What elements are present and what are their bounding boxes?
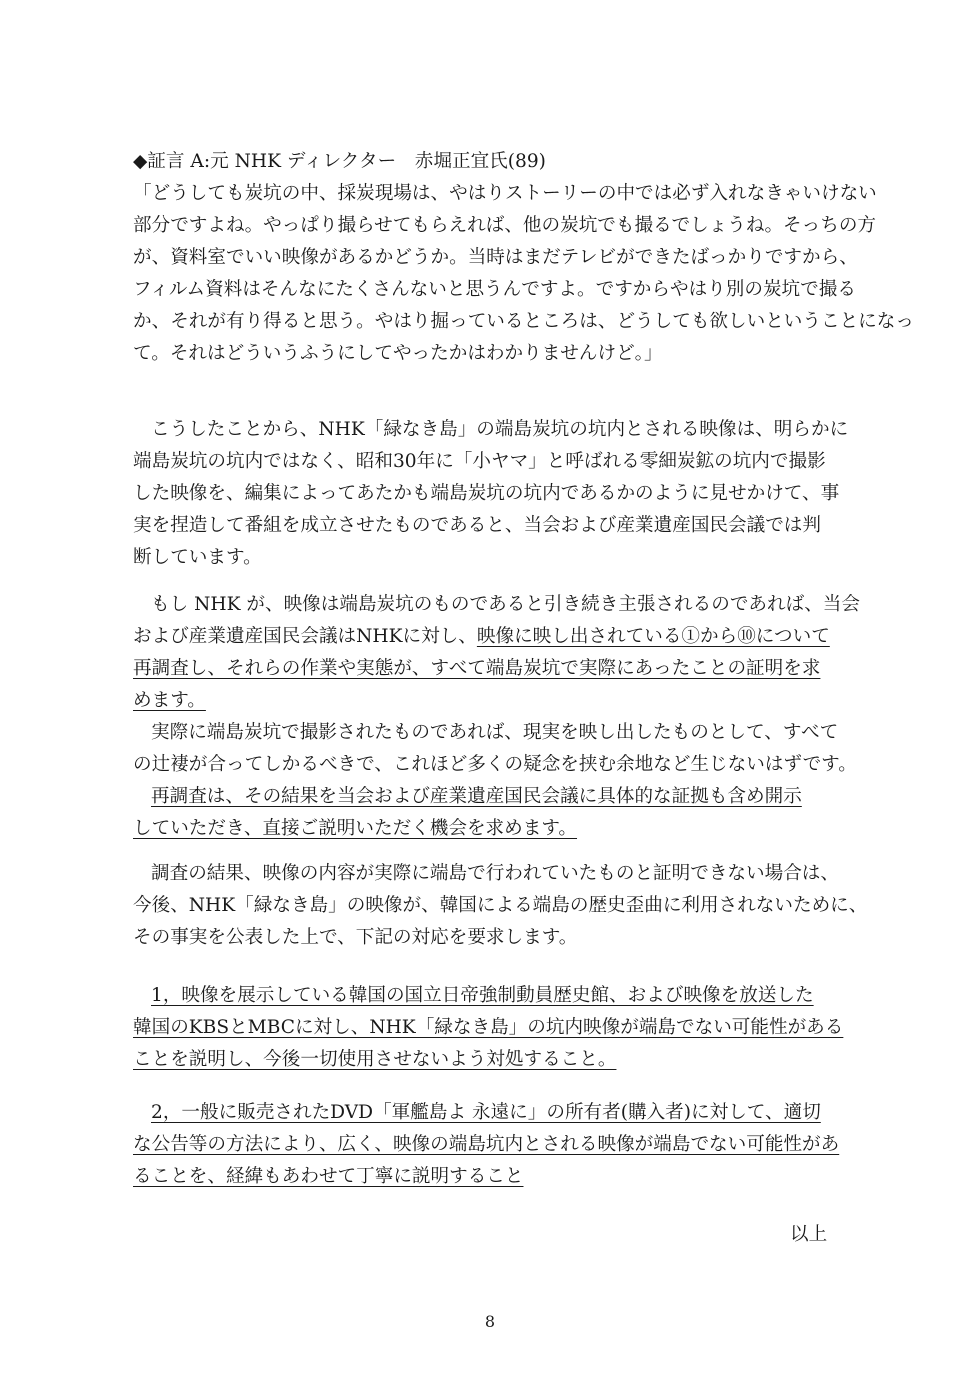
closing-mark: 以上 bbox=[790, 1224, 828, 1245]
testimony-line: が、資料室でいい映像があるかどうか。当時はまだテレビができたばっかりですから、 bbox=[133, 247, 858, 268]
paragraph-line bbox=[133, 980, 833, 1012]
underlined-text: ことを説明し、今後一切使用させないよう対処すること。 bbox=[133, 1049, 617, 1070]
paragraph-line bbox=[133, 1129, 840, 1161]
underlined-text: な公告等の方法により、広く、映像の端島坑内とされる映像が端島でない可能性があ bbox=[133, 1134, 840, 1155]
paragraph-line: 断しています。 bbox=[133, 547, 262, 568]
testimony-line: て。それはどういうふうにしてやったかはわかりませんけど。」 bbox=[133, 343, 663, 364]
underlined-text: 韓国のKBSとMBCに対し、NHK「緑なき島」の坑内映像が端島でない可能性がある bbox=[133, 1017, 844, 1038]
demand-item-1 bbox=[133, 980, 844, 1076]
judgement-paragraph bbox=[133, 414, 849, 574]
request-paragraph bbox=[133, 589, 860, 845]
demand-paragraph bbox=[133, 858, 868, 954]
paragraph-line: 今後、NHK「緑なき島」の映像が、韓国による端島の歴史歪曲に利用されないために、 bbox=[133, 895, 868, 916]
underlined-text: 2，一般に販売されたDVD「軍艦島よ 永遠に」の所有者(購入者)に対して、適切 bbox=[151, 1102, 821, 1123]
paragraph-line bbox=[133, 813, 833, 845]
paragraph-text: および産業遺産国民会議はNHKに対し、 bbox=[133, 626, 477, 647]
underlined-text: していただき、直接ご説明いただく機会を求めます。 bbox=[133, 818, 578, 839]
paragraph-line: こうしたことから、NHK「緑なき島」の端島炭坑の坑内とされる映像は、明らかに bbox=[151, 419, 849, 440]
paragraph-line bbox=[133, 1097, 833, 1129]
testimony-line: 部分ですよね。やっぱり撮らせてもらえれば、他の炭坑でも撮るでしょうね。そっちの方 bbox=[133, 215, 877, 236]
underlined-text: 再調査し、それらの作業や実態が、すべて端島炭坑で実際にあったことの証明を求 bbox=[133, 658, 821, 679]
paragraph-line: 実際に端島炭坑で撮影されたものであれば、現実を映し出したものとして、すべて bbox=[151, 722, 839, 743]
underlined-text: ることを、経緯もあわせて丁寧に説明すること bbox=[133, 1166, 524, 1187]
testimony-line: フィルム資料はそんなにたくさんないと思うんですよ。ですからやはり別の炭坑で撮る bbox=[133, 279, 856, 300]
testimony-line: か、それが有り得ると思う。やはり掘っているところは、どうしても欲しいということになっ bbox=[133, 311, 914, 332]
testimony-heading: ◆証言 A:元 NHK ディレクター 赤堀正宜氏(89) bbox=[133, 151, 546, 172]
paragraph-line: もし NHK が、映像は端島炭坑のものであると引き続き主張されるのであれば、当会 bbox=[151, 594, 860, 615]
paragraph-line bbox=[133, 781, 833, 813]
page-number: 8 bbox=[484, 1312, 496, 1331]
paragraph-line: の辻褄が合ってしかるべきで、これほど多くの疑念を挟む余地など生じないはずです。 bbox=[133, 754, 857, 775]
paragraph-line: 実を捏造して番組を成立させたものであると、当会および産業遺産国民会議では判 bbox=[133, 515, 821, 536]
testimony-section bbox=[133, 146, 914, 370]
underlined-text: 1，映像を展示している韓国の国立日帝強制動員歴史館、および映像を放送した bbox=[151, 985, 814, 1006]
underlined-text: めます。 bbox=[133, 690, 206, 711]
demand-item-2 bbox=[133, 1097, 840, 1193]
paragraph-line: した映像を、編集によってあたかも端島炭坑の坑内であるかのように見せかけて、事 bbox=[133, 483, 840, 504]
paragraph-line bbox=[133, 685, 833, 717]
underlined-text: 映像に映し出されている①から⑩について bbox=[476, 626, 830, 647]
paragraph-line: 端島炭坑の坑内ではなく、昭和30年に「小ヤマ」と呼ばれる零細炭鉱の坑内で撮影 bbox=[133, 451, 826, 472]
paragraph-line bbox=[133, 1012, 844, 1044]
paragraph-line bbox=[133, 621, 833, 653]
testimony-line: 「どうしても炭坑の中、採炭現場は、やはりストーリーの中では必ず入れなきゃいけない bbox=[133, 183, 877, 204]
paragraph-line bbox=[133, 653, 833, 685]
underlined-text: 再調査は、その結果を当会および産業遺産国民会議に具体的な証拠も含め開示 bbox=[151, 786, 802, 807]
paragraph-line bbox=[133, 1161, 833, 1193]
paragraph-line: 調査の結果、映像の内容が実際に端島で行われていたものと証明できない場合は、 bbox=[151, 863, 839, 884]
paragraph-line bbox=[133, 1044, 833, 1076]
paragraph-line: その事実を公表した上で、下記の対応を要求します。 bbox=[133, 927, 578, 948]
